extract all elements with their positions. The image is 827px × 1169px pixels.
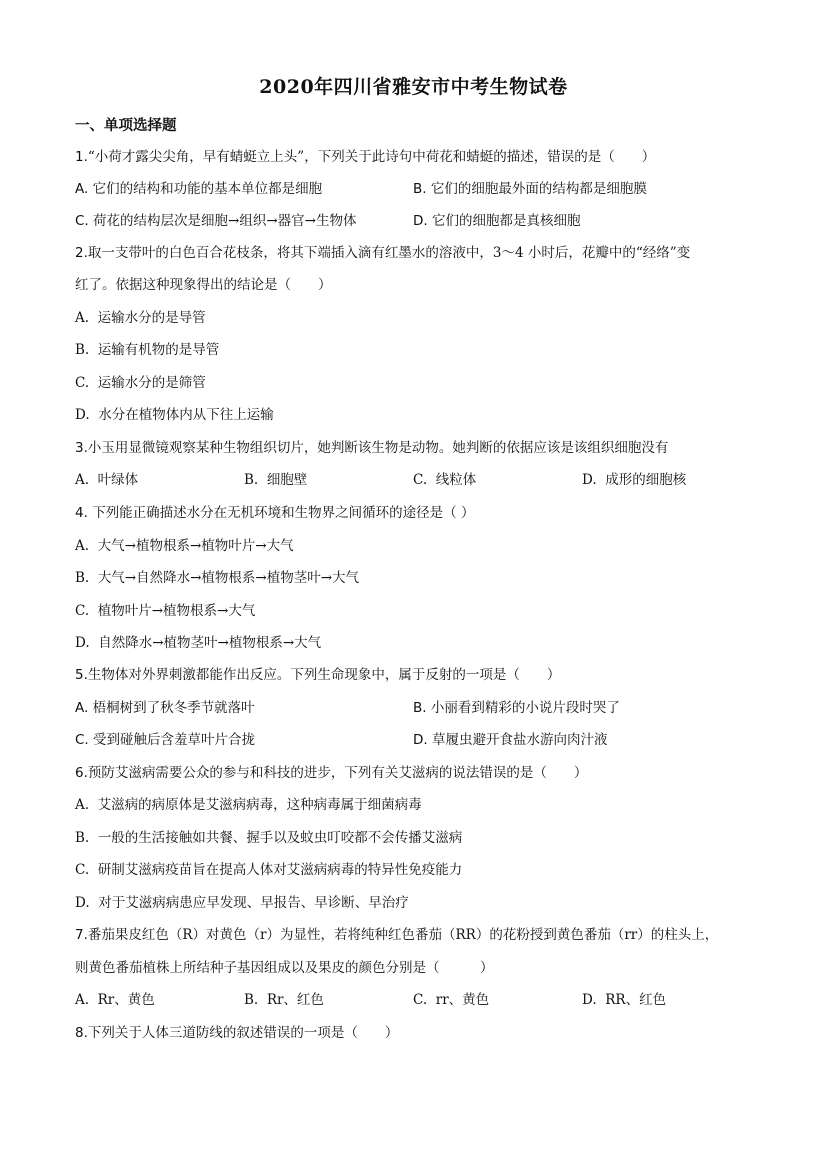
option-text: 自然降水→植物茎叶→植物根系→大气 (98, 635, 322, 651)
option-text: Rr、红色 (266, 992, 324, 1008)
question-text: 生物体对外界刺激都能作出反应。下列生命现象中，属于反射的一项是（ ） (87, 667, 561, 683)
option-letter: A. (75, 538, 90, 554)
q7-option-b (244, 991, 324, 1009)
q6-option-b (75, 829, 462, 847)
q5-option-b (413, 699, 620, 717)
question-1-stem (75, 148, 655, 166)
option-text: 艾滋病的病原体是艾滋病病毒，这种病毒属于细菌病毒 (97, 797, 422, 813)
option-text: 一般的生活接触如共餐、握手以及蚊虫叮咬都不会传播艾滋病 (97, 830, 463, 846)
option-letter: B. (413, 700, 427, 716)
option-text: 大气→自然降水→植物根系→植物茎叶→大气 (97, 570, 360, 586)
q5-option-a (75, 699, 255, 717)
question-2-stem (75, 244, 690, 262)
q7-option-d (582, 991, 666, 1009)
option-text: 细胞壁 (266, 472, 308, 488)
option-letter: A. (75, 181, 89, 197)
option-text: rr、黄色 (435, 992, 490, 1008)
q1-option-a (75, 180, 322, 198)
option-letter: C. (75, 213, 89, 229)
option-text: 受到碰触后含羞草叶片合拢 (93, 732, 256, 748)
q2-option-b (75, 341, 219, 359)
option-letter: A. (75, 992, 90, 1008)
option-letter: A. (75, 797, 90, 813)
option-letter: C. (75, 603, 90, 619)
option-text: 成形的细胞核 (605, 472, 687, 488)
q5-option-c (75, 731, 255, 749)
option-text: 它们的细胞都是真核细胞 (431, 213, 581, 229)
q6-option-d (75, 894, 409, 912)
question-number: 8. (75, 1025, 88, 1041)
question-7-stem-continued: 则黄色番茄植株上所结种子基因组成以及果皮的颜色分别是（ ） (75, 960, 494, 976)
option-text: Rr、黄色 (97, 992, 155, 1008)
option-letter: B. (244, 992, 259, 1008)
question-2-stem-continued: 红了。依据这种现象得出的结论是（ ） (75, 277, 332, 293)
option-letter: B. (413, 181, 427, 197)
option-letter: C. (75, 862, 90, 878)
question-number: 5. (75, 667, 88, 683)
question-text: “小荷才露尖尖角，早有蜻蜓立上头”，下列关于此诗句中荷花和蜻蜓的描述，错误的是（ ） (87, 149, 656, 165)
option-letter: C. (413, 992, 428, 1008)
question-4-stem (75, 504, 474, 522)
option-letter: C. (75, 732, 89, 748)
q7-option-c (413, 991, 489, 1009)
option-letter: D. (582, 472, 597, 488)
option-text: 对于艾滋病病患应早发现、早报告、早诊断、早治疗 (98, 895, 409, 911)
option-letter: D. (75, 407, 90, 423)
question-5-stem (75, 666, 560, 684)
option-letter: D. (413, 213, 428, 229)
option-text: 叶绿体 (97, 472, 139, 488)
option-letter: D. (582, 992, 597, 1008)
option-text: 研制艾滋病疫苗旨在提高人体对艾滋病病毒的特异性免疫能力 (97, 862, 463, 878)
q2-option-a (75, 309, 206, 327)
question-6-stem (75, 764, 587, 782)
option-letter: B. (75, 830, 90, 846)
q2-option-c (75, 374, 206, 392)
option-letter: D. (413, 732, 428, 748)
option-letter: A. (75, 700, 89, 716)
question-8-stem (75, 1024, 398, 1042)
section-heading: 一、单项选择题 (75, 118, 177, 134)
q4-option-b (75, 569, 359, 587)
question-text: 取一支带叶的白色百合花枝条，将其下端插入滴有红墨水的溶液中，3～4 小时后，花瓣中的“经络”变 (87, 245, 691, 261)
option-text: 草履虫避开食盐水游向肉汁液 (431, 732, 608, 748)
q4-option-d (75, 634, 321, 652)
option-text: 线粒体 (435, 472, 477, 488)
question-text: 预防艾滋病需要公众的参与和科技的进步，下列有关艾滋病的说法错误的是（ ） (87, 765, 588, 781)
option-letter: D. (75, 635, 90, 651)
question-number: 4. (75, 505, 88, 521)
question-number: 1. (75, 149, 88, 165)
option-letter: B. (244, 472, 259, 488)
option-text: 它们的细胞最外面的结构都是细胞膜 (430, 181, 647, 197)
option-letter: B. (75, 342, 90, 358)
question-number: 6. (75, 765, 88, 781)
option-text: 大气→植物根系→植物叶片→大气 (97, 538, 294, 554)
q3-option-a (75, 471, 138, 489)
q6-option-a (75, 796, 422, 814)
option-text: 它们的结构和功能的基本单位都是细胞 (92, 181, 323, 197)
question-text: 下列能正确描述水分在无机环境和生物界之间循环的途径是（ ） (92, 505, 475, 521)
question-text: 小玉用显微镜观察某种生物组织切片，她判断该生物是动物。她判断的依据应该是该组织细胞没有 (87, 440, 669, 456)
option-letter: D. (75, 895, 90, 911)
q2-option-d (75, 406, 274, 424)
question-3-stem (75, 439, 668, 457)
option-text: 梧桐树到了秋冬季节就落叶 (92, 700, 255, 716)
option-text: RR、红色 (605, 992, 667, 1008)
option-text: 植物叶片→植物根系→大气 (97, 603, 256, 619)
q4-option-a (75, 537, 294, 555)
option-letter: B. (75, 570, 90, 586)
question-text: 下列关于人体三道防线的叙述错误的一项是（ ） (87, 1025, 399, 1041)
q6-option-c (75, 861, 462, 879)
q3-option-d (582, 471, 686, 489)
question-number: 2. (75, 245, 88, 261)
question-7-stem (75, 926, 718, 944)
option-letter: C. (75, 375, 90, 391)
option-text: 荷花的结构层次是细胞→组织→器官→生物体 (93, 213, 357, 229)
option-letter: A. (75, 310, 90, 326)
q5-option-d (413, 731, 607, 749)
option-text: 水分在植物体内从下往上运输 (98, 407, 274, 423)
q7-option-a (75, 991, 155, 1009)
question-text: 番茄果皮红色（R）对黄色（r）为显性，若将纯种红色番茄（RR）的花粉授到黄色番茄（rr）的柱头上， (87, 927, 719, 943)
option-letter: A. (75, 472, 90, 488)
option-text: 小丽看到精彩的小说片段时哭了 (430, 700, 620, 716)
option-text: 运输水分的是导管 (97, 310, 206, 326)
q3-option-c (413, 471, 476, 489)
q4-option-c (75, 602, 255, 620)
q1-option-d (413, 212, 580, 230)
q1-option-c (75, 212, 356, 230)
option-text: 运输有机物的是导管 (97, 342, 220, 358)
page-title: 2020年四川省雅安市中考生物试卷 (259, 76, 568, 98)
question-number: 7. (75, 927, 88, 943)
option-text: 运输水分的是筛管 (97, 375, 206, 391)
option-letter: C. (413, 472, 428, 488)
q3-option-b (244, 471, 307, 489)
question-number: 3. (75, 440, 88, 456)
q1-option-b (413, 180, 647, 198)
